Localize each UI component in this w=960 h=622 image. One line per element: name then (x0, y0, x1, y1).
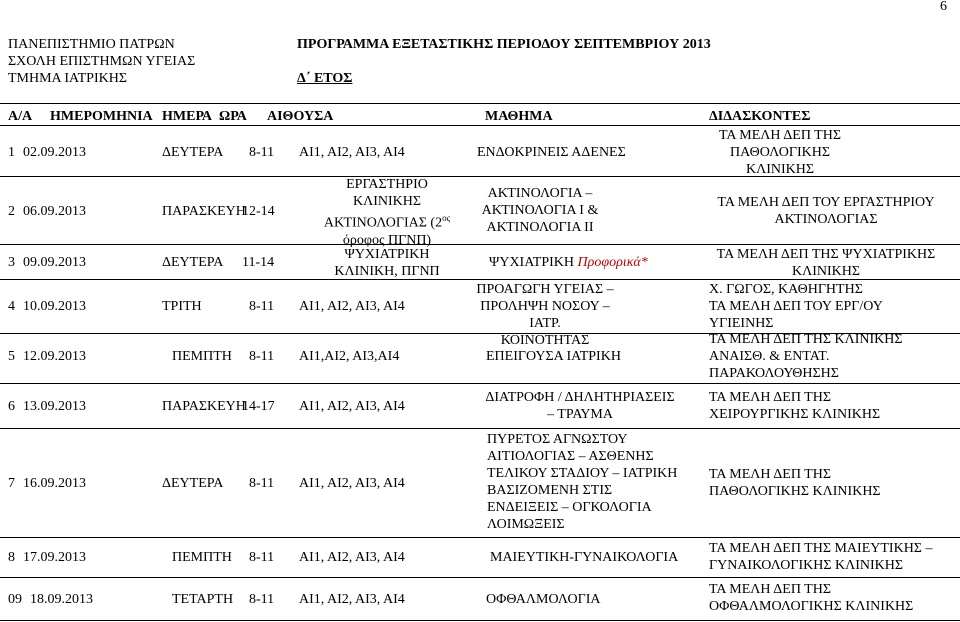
row-teachers: ΤΑ ΜΕΛΗ ΔΕΠ ΤΟΥ ΕΡΓΑΣΤΗΡΙΟΥ ΑΚΤΙΝΟΛΟΓΙΑΣ (717, 195, 935, 227)
row-room: ΑΙ1, ΑΙ2, ΑΙ3, ΑΙ4 (299, 145, 405, 160)
row-time: 12-14 (242, 204, 275, 219)
col-header-time: ΩΡΑ (219, 109, 247, 124)
col-header-teachers: ΔΙΔΑΣΚΟΝΤΕΣ (709, 109, 811, 124)
row-time: 8-11 (249, 592, 275, 607)
row-date: 16.09.2013 (23, 476, 86, 491)
col-header-day: ΗΜΕΡΑ (162, 109, 213, 124)
university-name: ΠΑΝΕΠΙΣΤΗΜΙΟ ΠΑΤΡΩΝ (8, 37, 175, 52)
row-date: 13.09.2013 (23, 399, 86, 414)
row-course: ΜΑΙΕΥΤΙΚΗ-ΓΥΝΑΙΚΟΛΟΓΙΑ (490, 550, 679, 565)
table-bottom-line (0, 620, 960, 621)
row-day: ΔΕΥΤΕΡΑ (162, 145, 224, 160)
row-room: ΨΥΧΙΑΤΡΙΚΗ ΚΛΙΝΙΚΗ, ΠΓΝΠ (334, 247, 440, 279)
row-course: ΕΠΕΙΓΟΥΣΑ ΙΑΤΡΙΚΗ (486, 349, 621, 364)
row-time: 8-11 (249, 299, 275, 314)
row-teachers: Χ. ΓΩΓΟΣ, ΚΑΘΗΓΗΤΗΣ ΤΑ ΜΕΛΗ ΔΕΠ ΤΟΥ ΕΡΓ/ΟΥ ΥΓΙΕΙΝΗΣ (709, 282, 883, 331)
row-course: ΟΦΘΑΛΜΟΛΟΓΙΑ (486, 592, 601, 607)
row-no: 1 (8, 145, 15, 160)
row-time: 8-11 (249, 476, 275, 491)
row-course: ΑΚΤΙΝΟΛΟΓΙΑ – ΑΚΤΙΝΟΛΟΓΙΑ Ι & ΑΚΤΙΝΟΛΟΓΙΑ ΙΙ (481, 186, 599, 235)
department-name: ΤΜΗΜΑ ΙΑΤΡΙΚΗΣ (8, 71, 127, 86)
row-teachers: ΤΑ ΜΕΛΗ ΔΕΠ ΤΗΣ ΧΕΙΡΟΥΡΓΙΚΗΣ ΚΛΙΝΙΚΗΣ (709, 390, 881, 422)
row-date: 10.09.2013 (23, 299, 86, 314)
row-day: ΔΕΥΤΕΡΑ (162, 255, 224, 270)
row-time: 11-14 (242, 255, 275, 270)
row-separator (0, 577, 960, 578)
col-header-room: ΑΙΘΟΥΣΑ (267, 109, 334, 124)
row-course: ΠΥΡΕΤΟΣ ΑΓΝΩΣΤΟΥ ΑΙΤΙΟΛΟΓΙΑΣ – ΑΣΘΕΝΗΣ ΤΕΛΙΚΟΥ ΣΤΑΔΙΟΥ – ΙΑΤΡΙΚΗ ΒΑΣΙΖΟΜΕΝΗ ΣΤΙΣ ΕΝΔΕΙΞΕΙΣ – ΟΓΚΟΛΟΓΙΑ ΛΟΙΜΩΞΕΙΣ (487, 432, 678, 532)
col-header-date: ΗΜΕΡΟΜΗΝΙΑ (50, 109, 153, 124)
row-no: 2 (8, 204, 15, 219)
program-title: ΠΡΟΓΡΑΜΜΑ ΕΞΕΤΑΣΤΙΚΗΣ ΠΕΡΙΟΔΟΥ ΣΕΠΤΕΜΒΡΙΟΥ 2013 (297, 37, 711, 52)
row-no: 09 (8, 592, 22, 607)
row-separator (0, 383, 960, 384)
row-time: 8-11 (249, 145, 275, 160)
header-bottom-line (0, 125, 960, 126)
row-room: ΑΙ1, ΑΙ2, ΑΙ3, ΑΙ4 (299, 476, 405, 491)
row-time: 8-11 (249, 349, 275, 364)
row-date: 02.09.2013 (23, 145, 86, 160)
row-separator (0, 537, 960, 538)
row-teachers: ΤΑ ΜΕΛΗ ΔΕΠ ΤΗΣ ΟΦΘΑΛΜΟΛΟΓΙΚΗΣ ΚΛΙΝΙΚΗΣ (709, 582, 914, 614)
row-no: 7 (8, 476, 15, 491)
row-room: ΑΙ1, ΑΙ2, ΑΙ3, ΑΙ4 (299, 399, 405, 414)
row-day: ΔΕΥΤΕΡΑ (162, 476, 224, 491)
row-teachers: ΤΑ ΜΕΛΗ ΔΕΠ ΤΗΣ ΨΥΧΙΑΤΡΙΚΗΣ ΚΛΙΝΙΚΗΣ (716, 247, 936, 279)
row-date: 06.09.2013 (23, 204, 86, 219)
row-no: 4 (8, 299, 15, 314)
row-day: ΤΡΙΤΗ (162, 299, 202, 314)
col-header-no: Α/Α (8, 109, 33, 124)
col-header-course: ΜΑΘΗΜΑ (485, 109, 553, 124)
row-course: ΕΝΔΟΚΡΙΝΕΙΣ ΑΔΕΝΕΣ (477, 145, 626, 160)
row-date: 17.09.2013 (23, 550, 86, 565)
row-room: ΑΙ1, ΑΙ2, ΑΙ3, ΑΙ4 (299, 550, 405, 565)
row-no: 8 (8, 550, 15, 565)
row-day: ΤΕΤΑΡΤΗ (172, 592, 234, 607)
header-top-line (0, 103, 960, 104)
row-day: ΠΑΡΑΣΚΕΥΗ (162, 204, 246, 219)
page-number: 6 (940, 0, 947, 14)
row-date: 09.09.2013 (23, 255, 86, 270)
row-no: 6 (8, 399, 15, 414)
row-teachers: ΤΑ ΜΕΛΗ ΔΕΠ ΤΗΣ ΜΑΙΕΥΤΙΚΗΣ – ΓΥΝΑΙΚΟΛΟΓΙΚΗΣ ΚΛΙΝΙΚΗΣ (709, 541, 933, 573)
row-room: ΑΙ1, ΑΙ2, ΑΙ3, ΑΙ4 (299, 592, 405, 607)
row-teachers: ΤΑ ΜΕΛΗ ΔΕΠ ΤΗΣ ΚΛΙΝΙΚΗΣ ΑΝΑΙΣΘ. & ΕΝΤΑΤ. ΠΑΡΑΚΟΛΟΥΘΗΣΗΣ (709, 332, 903, 381)
row-no: 3 (8, 255, 15, 270)
row-course: ΔΙΑΤΡΟΦΗ / ΔΗΛΗΤΗΡΙΑΣΕΙΣ – ΤΡΑΥΜΑ (485, 390, 675, 422)
school-name: ΣΧΟΛΗ ΕΠΙΣΤΗΜΩΝ ΥΓΕΙΑΣ (8, 54, 196, 69)
row-no: 5 (8, 349, 15, 364)
row-teachers: ΤΑ ΜΕΛΗ ΔΕΠ ΤΗΣ ΠΑΘΟΛΟΓΙΚΗΣ ΚΛΙΝΙΚΗΣ (709, 467, 881, 499)
row-teachers: ΤΑ ΜΕΛΗ ΔΕΠ ΤΗΣ ΠΑΘΟΛΟΓΙΚΗΣ ΚΛΙΝΙΚΗΣ (719, 128, 841, 177)
row-course: ΨΥΧΙΑΤΡΙΚΗ Προφορικά* (489, 255, 648, 270)
row-time: 14-17 (242, 399, 275, 414)
year-label: Δ΄ ΕΤΟΣ (297, 71, 353, 86)
oral-exam-note: Προφορικά* (577, 255, 648, 270)
row-separator (0, 244, 960, 245)
row-room: ΑΙ1, ΑΙ2, ΑΙ3, ΑΙ4 (299, 299, 405, 314)
row-day: ΠΑΡΑΣΚΕΥΗ (162, 399, 246, 414)
row-date: 18.09.2013 (30, 592, 93, 607)
row-day: ΠΕΜΠΤΗ (172, 550, 232, 565)
row-room: ΕΡΓΑΣΤΗΡΙΟ ΚΛΙΝΙΚΗΣ ΑΚΤΙΝΟΛΟΓΙΑΣ ($2^{o\varsigma}$ όροφος ΠΓΝΠ) (323, 177, 451, 248)
row-separator (0, 428, 960, 429)
row-room: ΑΙ1,ΑΙ2, ΑΙ3,ΑΙ4 (299, 349, 400, 364)
row-date: 12.09.2013 (23, 349, 86, 364)
row-day: ΠΕΜΠΤΗ (172, 349, 232, 364)
row-course: ΠΡΟΑΓΩΓΗ ΥΓΕΙΑΣ – ΠΡΟΛΗΨΗ ΝΟΣΟΥ – ΙΑΤΡ. ΚΟΙΝΟΤΗΤΑΣ (476, 282, 614, 348)
row-time: 8-11 (249, 550, 275, 565)
